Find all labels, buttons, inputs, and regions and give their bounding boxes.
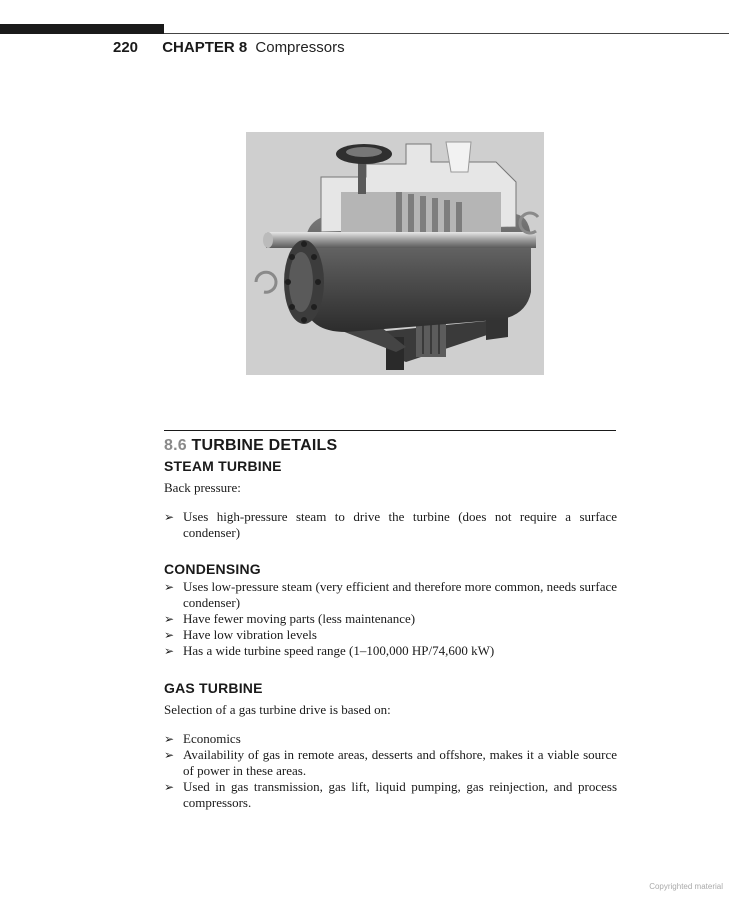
bullet-arrow-icon: ➢ bbox=[164, 644, 175, 658]
bullet-arrow-icon: ➢ bbox=[164, 580, 175, 594]
steam-turbine-list bbox=[164, 509, 617, 541]
section-title: TURBINE DETAILS bbox=[191, 437, 338, 454]
steam-turbine-cutaway-figure bbox=[246, 132, 544, 375]
list-item: ➢ Used in gas transmission, gas lift, liquid pumping, gas reinjection, and process compressors. bbox=[164, 779, 617, 810]
header-rule-thin bbox=[164, 33, 729, 34]
list-item: ➢ Have low vibration levels bbox=[164, 627, 317, 642]
list-item: ➢ Uses low-pressure steam (very efficient and therefore more common, needs surface condenser) bbox=[164, 579, 618, 610]
list-item: ➢ Have fewer moving parts (less maintenance) bbox=[164, 611, 416, 626]
section-content bbox=[164, 436, 617, 811]
bullet-arrow-icon: ➢ bbox=[164, 732, 175, 746]
gas-turbine-intro: Selection of a gas turbine drive is based on: bbox=[164, 702, 391, 717]
bullet-arrow-icon: ➢ bbox=[164, 628, 175, 642]
condensing-list bbox=[164, 579, 617, 659]
section-number: 8.6 bbox=[164, 437, 187, 454]
bullet-arrow-icon: ➢ bbox=[164, 612, 175, 626]
back-pressure-label: Back pressure: bbox=[164, 480, 241, 495]
running-head bbox=[113, 39, 345, 56]
list-item: ➢ Has a wide turbine speed range (1–100,000 HP/74,600 kW) bbox=[164, 643, 495, 658]
page-number: 220 bbox=[113, 39, 139, 56]
chapter-label: CHAPTER 8 bbox=[162, 39, 248, 56]
list-item: ➢ Economics bbox=[164, 731, 241, 746]
gas-turbine-list bbox=[164, 731, 617, 811]
chapter-title: Compressors bbox=[255, 39, 345, 56]
condensing-heading: CONDENSING bbox=[164, 561, 261, 577]
steam-turbine-heading: STEAM TURBINE bbox=[164, 458, 282, 474]
copyright-watermark: Copyrighted material bbox=[649, 882, 723, 891]
bullet-arrow-icon: ➢ bbox=[164, 510, 175, 524]
bullet-arrow-icon: ➢ bbox=[164, 748, 175, 762]
section-rule bbox=[164, 430, 616, 431]
bullet-arrow-icon: ➢ bbox=[164, 780, 175, 794]
list-item: ➢ Uses high-pressure steam to drive the turbine (does not require a surface condenser) bbox=[164, 509, 617, 540]
section-heading bbox=[164, 436, 617, 456]
header-rule-thick bbox=[0, 24, 164, 34]
list-item: ➢ Availability of gas in remote areas, desserts and offshore, makes it a viable source of power in these areas. bbox=[164, 747, 617, 778]
gas-turbine-heading: GAS TURBINE bbox=[164, 680, 263, 696]
